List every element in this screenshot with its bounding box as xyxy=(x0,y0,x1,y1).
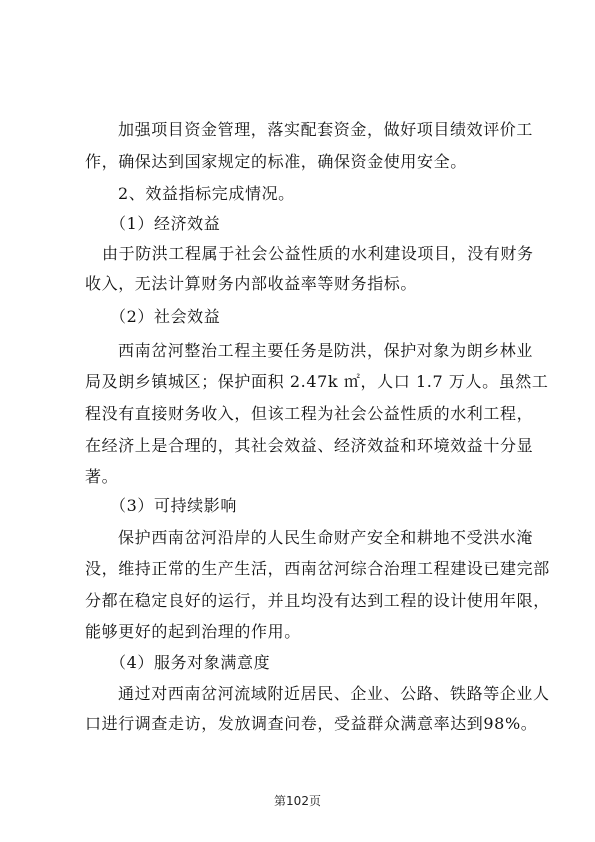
paragraph-line: 分都在稳定良好的运行，并且均没有达到工程的设计使用年限， xyxy=(85,591,550,610)
paragraph-line: 作，确保达到国家规定的标准，确保资金使用安全。 xyxy=(85,152,467,171)
paragraph-line: 著。 xyxy=(85,467,119,486)
paragraph-line: 口进行调查走访，发放调查问卷，受益群众满意率达到98%。 xyxy=(85,714,538,733)
paragraph-line: 程没有直接财务收入，但该工程为社会公益性质的水利工程， xyxy=(85,404,534,423)
subsection-heading: （4）服务对象满意度 xyxy=(110,653,271,672)
paragraph-line: 加强项目资金管理，落实配套资金，做好项目绩效评价工 xyxy=(118,120,534,139)
subsection-heading: （2）社会效益 xyxy=(110,307,221,326)
subsection-heading: （3）可持续影响 xyxy=(110,496,237,515)
paragraph-line: 收入，无法计算财务内部收益率等财务指标。 xyxy=(85,274,418,293)
subsection-heading: （1）经济效益 xyxy=(110,214,221,233)
paragraph-line: 保护西南岔河沿岸的人民生命财产安全和耕地不受洪水淹 xyxy=(118,528,534,547)
paragraph-line: 能够更好的起到治理的作用。 xyxy=(85,622,301,641)
paragraph-line: 西南岔河整治工程主要任务是防洪，保护对象为朗乡林业 xyxy=(118,341,534,360)
paragraph-line: 由于防洪工程属于社会公益性质的水利建设项目，没有财务 xyxy=(102,244,534,263)
paragraph-line: 在经济上是合理的，其社会效益、经济效益和环境效益十分显 xyxy=(85,436,534,455)
paragraph-line: 没，维持正常的生产生活，西南岔河综合治理工程建设已建完部 xyxy=(85,559,550,578)
paragraph-line: 局及朗乡镇城区；保护面积 2.47k ㎡，人口 1.7 万人。虽然工 xyxy=(85,372,549,391)
section-heading: 2、效益指标完成情况。 xyxy=(118,184,295,203)
page-number: 第102页 xyxy=(274,794,321,808)
paragraph-line: 通过对西南岔河流域附近居民、企业、公路、铁路等企业人 xyxy=(118,684,550,703)
